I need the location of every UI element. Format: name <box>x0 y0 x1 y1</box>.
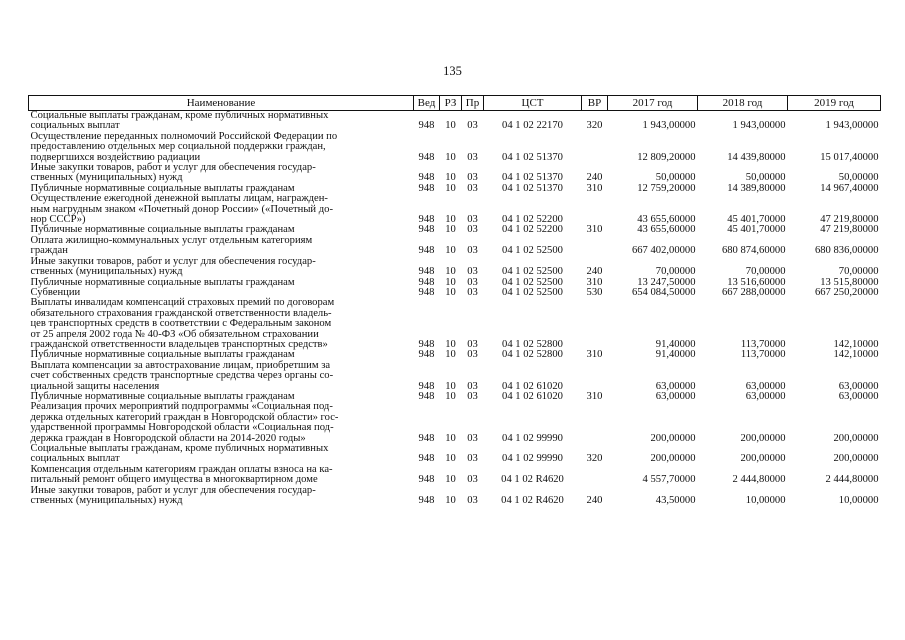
row-name <box>29 132 414 163</box>
pr-cell: 03 <box>467 120 478 132</box>
cst-cell: 04 1 02 52200 <box>502 224 563 236</box>
row-name-line: социальных выплат <box>30 120 120 132</box>
rz-cell: 10 <box>445 245 456 257</box>
cst-cell: 04 1 02 61020 <box>502 380 563 392</box>
row-name-line: социальных выплат <box>30 453 120 465</box>
cst-cell: 04 1 02 51370 <box>502 182 563 194</box>
header-cst: ЦСТ <box>484 96 582 111</box>
cst-cell: 04 1 02 52800 <box>502 349 563 361</box>
amount-2018-cell: 63,00000 <box>745 390 786 402</box>
row-name-line: Публичные нормативные социальные выплаты гражданам <box>30 224 295 236</box>
amount-2017-cell: 654 084,50000 <box>631 286 696 298</box>
ved-cell: 948 <box>418 349 435 361</box>
table-row <box>29 132 881 163</box>
vr-cell <box>582 194 608 225</box>
amount-2019-cell: 63,00000 <box>838 390 879 402</box>
vr-cell <box>582 298 608 350</box>
cst-cell: 04 1 02 52500 <box>502 245 563 257</box>
row-name-line: ным нагрудным знаком «Почетный донор России» («Почетный до- <box>30 203 333 215</box>
vr-cell: 320 <box>586 453 603 465</box>
rz-cell: 10 <box>445 120 456 132</box>
row-name-line: Социальные выплаты гражданам, кроме публичных нормативных <box>30 443 329 454</box>
row-name-line: Выплата компенсации за автострахование лицам, приобретшим за <box>30 359 331 371</box>
row-name <box>29 111 414 132</box>
header-vr: ВР <box>582 96 608 111</box>
cst-cell: 04 1 02 52500 <box>502 266 563 278</box>
pr-cell: 03 <box>467 286 478 298</box>
cst-cell: 04 1 02 51370 <box>502 151 563 163</box>
row-name-line: Осуществление переданных полномочий Российской Федерации по <box>30 130 338 142</box>
amount-2018-cell: 14 389,80000 <box>727 182 786 194</box>
rz-cell: 10 <box>445 495 456 507</box>
pr-cell: 03 <box>467 266 478 278</box>
pr-cell: 03 <box>467 390 478 402</box>
amount-2017-cell: 200,00000 <box>650 432 696 444</box>
amount-2019-cell: 2 444,80000 <box>825 474 879 486</box>
amount-2017-cell: 13 247,50000 <box>637 276 696 288</box>
row-name-line: ственных (муниципальных) нужд <box>30 172 183 184</box>
row-name-line: от 25 апреля 2002 года № 40-ФЗ «Об обязательном страховании <box>30 328 319 340</box>
row-name-line: циальной защиты населения <box>30 380 160 392</box>
pr-cell: 03 <box>467 224 478 236</box>
row-name-line: Выплаты инвалидам компенсаций страховых премий по договорам <box>30 297 335 309</box>
row-name <box>29 486 414 507</box>
table-row <box>29 194 881 225</box>
amount-2017-cell: 50,00000 <box>655 172 696 184</box>
amount-2018-cell: 2 444,80000 <box>732 474 786 486</box>
row-name <box>29 298 414 350</box>
row-name-line: Социальные выплаты гражданам, кроме публичных нормативных <box>30 110 329 121</box>
row-name-line: питальный ремонт общего имущества в многоквартирном доме <box>30 474 318 486</box>
amount-2019-cell: 70,00000 <box>838 266 879 278</box>
vr-cell: 530 <box>586 286 603 298</box>
amount-2019-cell: 47 219,80000 <box>820 224 879 236</box>
cst-cell: 04 1 02 52500 <box>502 276 563 288</box>
amount-2017-cell: 12 809,20000 <box>637 151 696 163</box>
table-body <box>29 111 881 507</box>
row-name-line: граждан <box>30 245 68 257</box>
pr-cell: 03 <box>467 151 478 163</box>
ved-cell: 948 <box>418 224 435 236</box>
row-name <box>29 194 414 225</box>
vr-cell: 310 <box>586 182 603 194</box>
pr-cell: 03 <box>467 474 478 486</box>
amount-2018-cell: 63,00000 <box>745 380 786 392</box>
amount-2019-cell: 63,00000 <box>838 380 879 392</box>
pr-cell: 03 <box>467 276 478 288</box>
row-name <box>29 257 414 278</box>
amount-2018-cell: 667 288,00000 <box>721 286 786 298</box>
cst-cell: 04 1 02 99990 <box>502 432 563 444</box>
row-name-line: Оплата жилищно-коммунальных услуг отдельным категориям <box>30 234 313 246</box>
rz-cell: 10 <box>445 224 456 236</box>
row-name <box>29 163 414 184</box>
row-name <box>29 444 414 465</box>
amount-2018-cell: 45 401,70000 <box>727 214 786 226</box>
rz-cell: 10 <box>445 151 456 163</box>
header-2017: 2017 год <box>608 96 698 111</box>
row-name-line: нор СССР») <box>30 214 86 226</box>
table-row <box>29 361 881 392</box>
row-name-line: Публичные нормативные социальные выплаты гражданам <box>30 390 295 402</box>
amount-2019-cell: 142,10000 <box>833 338 879 350</box>
amount-2019-cell: 50,00000 <box>838 172 879 184</box>
row-name <box>29 278 414 288</box>
ved-cell: 948 <box>418 390 435 402</box>
rz-cell: 10 <box>445 286 456 298</box>
header-rz: РЗ <box>440 96 462 111</box>
row-name-line: держка отдельных категорий граждан в Новгородской области» гос- <box>30 411 339 423</box>
row-name-line: подвергшихся воздействию радиации <box>30 151 201 163</box>
row-name-line: Иные закупки товаров, работ и услуг для обеспечения государ- <box>30 255 316 267</box>
vr-cell: 310 <box>586 276 603 288</box>
pr-cell: 03 <box>467 338 478 350</box>
row-name-line: Иные закупки товаров, работ и услуг для обеспечения государ- <box>30 162 316 174</box>
header-pr: Пр <box>462 96 484 111</box>
table-row <box>29 444 881 465</box>
header-ved: Вед <box>414 96 440 111</box>
amount-2017-cell: 91,40000 <box>655 338 696 350</box>
table-row <box>29 486 881 507</box>
ved-cell: 948 <box>418 276 435 288</box>
pr-cell: 03 <box>467 380 478 392</box>
table-row <box>29 236 881 257</box>
rz-cell: 10 <box>445 266 456 278</box>
row-name-line: держка граждан в Новгородской области на 2014-2020 годы» <box>30 432 306 444</box>
rz-cell: 10 <box>445 474 456 486</box>
amount-2017-cell: 43 655,60000 <box>637 214 696 226</box>
amount-2018-cell: 680 874,60000 <box>721 245 786 257</box>
amount-2017-cell: 43,50000 <box>655 495 696 507</box>
vr-cell: 240 <box>586 172 603 184</box>
rz-cell: 10 <box>445 380 456 392</box>
ved-cell: 948 <box>418 495 435 507</box>
amount-2019-cell: 14 967,40000 <box>820 182 879 194</box>
ved-cell: 948 <box>418 474 435 486</box>
amount-2018-cell: 50,00000 <box>745 172 786 184</box>
amount-2017-cell: 63,00000 <box>655 390 696 402</box>
pr-cell: 03 <box>467 432 478 444</box>
row-name <box>29 465 414 486</box>
row-name-line: Иные закупки товаров, работ и услуг для обеспечения государ- <box>30 484 316 496</box>
row-name-line: предоставлению отдельных мер социальной поддержки граждан, <box>30 141 326 153</box>
vr-cell: 310 <box>586 390 603 402</box>
amount-2018-cell: 14 439,80000 <box>727 151 786 163</box>
amount-2019-cell: 200,00000 <box>833 432 879 444</box>
amount-2018-cell: 1 943,00000 <box>732 120 786 132</box>
rz-cell: 10 <box>445 349 456 361</box>
rz-cell: 10 <box>445 182 456 194</box>
cst-cell: 04 1 02 61020 <box>502 390 563 402</box>
amount-2019-cell: 47 219,80000 <box>820 214 879 226</box>
table-row <box>29 402 881 444</box>
budget-table <box>28 95 881 506</box>
cst-cell: 04 1 02 R4620 <box>501 474 564 486</box>
row-name-line: Субвенции <box>30 286 81 298</box>
row-name-line: ственных (муниципальных) нужд <box>30 495 183 507</box>
rz-cell: 10 <box>445 432 456 444</box>
amount-2017-cell: 43 655,60000 <box>637 224 696 236</box>
pr-cell: 03 <box>467 349 478 361</box>
header-2018: 2018 год <box>698 96 788 111</box>
header-2019: 2019 год <box>788 96 881 111</box>
amount-2018-cell: 200,00000 <box>740 432 786 444</box>
vr-cell: 310 <box>586 349 603 361</box>
row-name-line: Публичные нормативные социальные выплаты гражданам <box>30 182 295 194</box>
amount-2017-cell: 12 759,20000 <box>637 182 696 194</box>
ved-cell: 948 <box>418 380 435 392</box>
amount-2017-cell: 70,00000 <box>655 266 696 278</box>
vr-cell: 240 <box>586 266 603 278</box>
table-row <box>29 111 881 132</box>
cst-cell: 04 1 02 22170 <box>502 120 563 132</box>
vr-cell <box>582 132 608 163</box>
pr-cell: 03 <box>467 172 478 184</box>
table-row <box>29 298 881 350</box>
row-name-line: Осуществление ежегодной денежной выплаты лицам, награжден- <box>30 193 328 205</box>
cst-cell: 04 1 02 52500 <box>502 286 563 298</box>
pr-cell: 03 <box>467 453 478 465</box>
row-name-line: ственных (муниципальных) нужд <box>30 266 183 278</box>
row-name-line: Реализация прочих мероприятий подпрограммы «Социальная под- <box>30 401 333 413</box>
amount-2017-cell: 63,00000 <box>655 380 696 392</box>
pr-cell: 03 <box>467 182 478 194</box>
row-name <box>29 361 414 392</box>
vr-cell <box>582 236 608 257</box>
ved-cell: 948 <box>418 286 435 298</box>
row-name-line: счет собственных средств транспортные средства через органы со- <box>30 370 334 382</box>
rz-cell: 10 <box>445 390 456 402</box>
amount-2019-cell: 15 017,40000 <box>820 151 879 163</box>
amount-2019-cell: 13 515,80000 <box>820 276 879 288</box>
ved-cell: 948 <box>418 245 435 257</box>
amount-2018-cell: 200,00000 <box>740 453 786 465</box>
pr-cell: 03 <box>467 214 478 226</box>
amount-2019-cell: 200,00000 <box>833 453 879 465</box>
ved-cell: 948 <box>418 432 435 444</box>
ved-cell: 948 <box>418 453 435 465</box>
amount-2018-cell: 113,70000 <box>740 338 786 350</box>
row-name <box>29 402 414 444</box>
pr-cell: 03 <box>467 245 478 257</box>
vr-cell <box>582 361 608 392</box>
rz-cell: 10 <box>445 214 456 226</box>
vr-cell: 310 <box>586 224 603 236</box>
amount-2019-cell: 1 943,00000 <box>825 120 879 132</box>
amount-2019-cell: 10,00000 <box>838 495 879 507</box>
ved-cell: 948 <box>418 120 435 132</box>
row-name-line: цев транспортных средств в соответствии с Федеральным законом <box>30 318 332 330</box>
row-name-line: Компенсация отдельным категориям граждан оплаты взноса на ка- <box>30 463 333 475</box>
amount-2017-cell: 667 402,00000 <box>631 245 696 257</box>
row-name-line: Публичные нормативные социальные выплаты гражданам <box>30 276 295 288</box>
row-name-line: гражданской ответственности владельцев транспортных средств» <box>30 338 328 350</box>
rz-cell: 10 <box>445 338 456 350</box>
ved-cell: 948 <box>418 214 435 226</box>
amount-2019-cell: 680 836,00000 <box>814 245 879 257</box>
vr-cell <box>582 402 608 444</box>
table-header-row <box>29 96 881 111</box>
amount-2017-cell: 1 943,00000 <box>642 120 696 132</box>
row-name-line: обязательного страхования гражданской ответственности владель- <box>30 307 332 319</box>
amount-2018-cell: 45 401,70000 <box>727 224 786 236</box>
rz-cell: 10 <box>445 453 456 465</box>
table-row <box>29 163 881 184</box>
amount-2017-cell: 91,40000 <box>655 349 696 361</box>
vr-cell: 320 <box>586 120 603 132</box>
amount-2017-cell: 200,00000 <box>650 453 696 465</box>
table-row <box>29 257 881 278</box>
cst-cell: 04 1 02 52800 <box>502 338 563 350</box>
amount-2018-cell: 113,70000 <box>740 349 786 361</box>
amount-2017-cell: 4 557,70000 <box>642 474 696 486</box>
amount-2018-cell: 10,00000 <box>745 495 786 507</box>
cst-cell: 04 1 02 52200 <box>502 214 563 226</box>
ved-cell: 948 <box>418 182 435 194</box>
row-name-line: Публичные нормативные социальные выплаты гражданам <box>30 349 295 361</box>
cst-cell: 04 1 02 R4620 <box>501 495 564 507</box>
amount-2019-cell: 667 250,20000 <box>814 286 879 298</box>
amount-2018-cell: 13 516,60000 <box>727 276 786 288</box>
ved-cell: 948 <box>418 172 435 184</box>
vr-cell <box>582 465 608 486</box>
cst-cell: 04 1 02 51370 <box>502 172 563 184</box>
header-name: Наименование <box>29 96 414 111</box>
vr-cell: 240 <box>586 495 603 507</box>
amount-2019-cell: 142,10000 <box>833 349 879 361</box>
rz-cell: 10 <box>445 276 456 288</box>
rz-cell: 10 <box>445 172 456 184</box>
amount-2018-cell: 70,00000 <box>745 266 786 278</box>
ved-cell: 948 <box>418 338 435 350</box>
ved-cell: 948 <box>418 151 435 163</box>
ved-cell: 948 <box>418 266 435 278</box>
row-name-line: ударственной программы Новгородской области «Социальная под- <box>30 422 334 434</box>
pr-cell: 03 <box>467 495 478 507</box>
cst-cell: 04 1 02 99990 <box>502 453 563 465</box>
page-number: 135 <box>443 64 462 78</box>
row-name <box>29 236 414 257</box>
table-row <box>29 465 881 486</box>
